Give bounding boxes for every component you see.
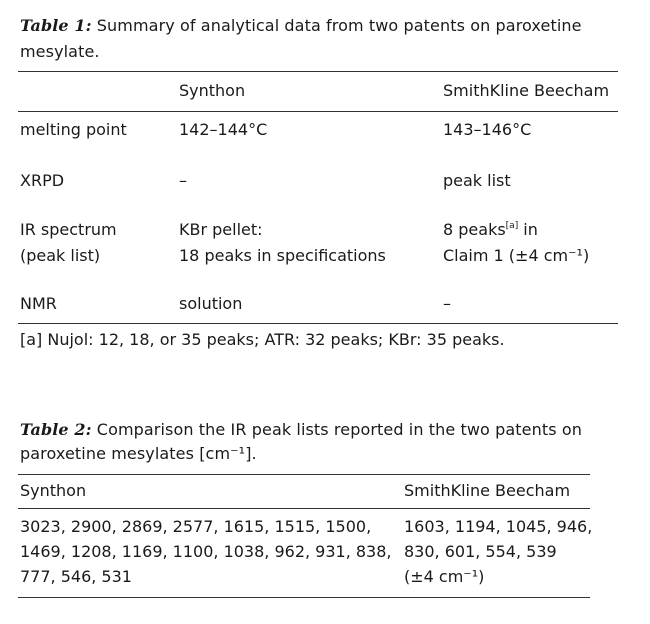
table2-skb-line: 830, 601, 554, 539 (404, 542, 557, 561)
table1-row-synthon: KBr pellet: (179, 220, 263, 239)
table1-row-skb: 143–146°C (443, 120, 532, 139)
table1-row-property: IR spectrum (20, 220, 117, 239)
table2-caption (20, 418, 582, 442)
table1-row-skb: peak list (443, 171, 511, 190)
table2-label: Table 2: (20, 420, 92, 439)
table1-header-synthon: Synthon (179, 81, 246, 100)
table2-header-skb: SmithKline Beecham (404, 481, 571, 500)
table1-caption-line1: Summary of analytical data from two patents on paroxetine (96, 16, 582, 35)
table2-synthon-line: 3023, 2900, 2869, 2577, 1615, 1515, 1500, (20, 517, 372, 536)
table1-bottom-rule (18, 323, 618, 324)
table1-row-property: melting point (20, 120, 127, 139)
table2-caption-line2: paroxetine mesylates [cm⁻¹]. (20, 444, 257, 463)
table1-row-property: (peak list) (20, 246, 101, 265)
table1-caption-line2: mesylate. (20, 42, 100, 61)
table2-synthon-line: 1469, 1208, 1169, 1100, 1038, 962, 931, 838, (20, 542, 392, 561)
skb-peaks-text: 8 peaks (443, 220, 506, 239)
table1-footnote: [a] Nujol: 12, 18, or 35 peaks; ATR: 32 peaks; KBr: 35 peaks. (20, 330, 505, 349)
table1-label: Table 1: (20, 16, 92, 35)
table1-row-property: XRPD (20, 171, 65, 190)
table2-header-rule (18, 508, 590, 509)
table2-skb-line: 1603, 1194, 1045, 946, (404, 517, 593, 536)
table1-row-skb (443, 218, 538, 242)
table2-skb-line: (±4 cm⁻¹) (404, 567, 485, 586)
table1-caption (20, 14, 582, 38)
table2-caption-line1: Comparison the IR peak lists reported in the two patents on (96, 420, 582, 439)
table1-row-synthon: 18 peaks in specifications (179, 246, 386, 265)
table2-top-rule (18, 474, 590, 475)
table1-row-synthon: – (179, 171, 187, 190)
table2-bottom-rule (18, 597, 590, 598)
skb-peaks-text-end: in (518, 220, 538, 239)
table2-synthon-line: 777, 546, 531 (20, 567, 132, 586)
table1-row-skb: Claim 1 (±4 cm⁻¹) (443, 246, 590, 265)
footnote-marker: [a] (505, 221, 519, 231)
table2-header-synthon: Synthon (20, 481, 87, 500)
table1-header-skb: SmithKline Beecham (443, 81, 610, 100)
table1-row-synthon: solution (179, 294, 243, 313)
table1-header-rule (18, 111, 618, 112)
table1-top-rule (18, 71, 618, 72)
table1-row-skb: – (443, 294, 451, 313)
table1-row-synthon: 142–144°C (179, 120, 268, 139)
table1-row-property: NMR (20, 294, 57, 313)
